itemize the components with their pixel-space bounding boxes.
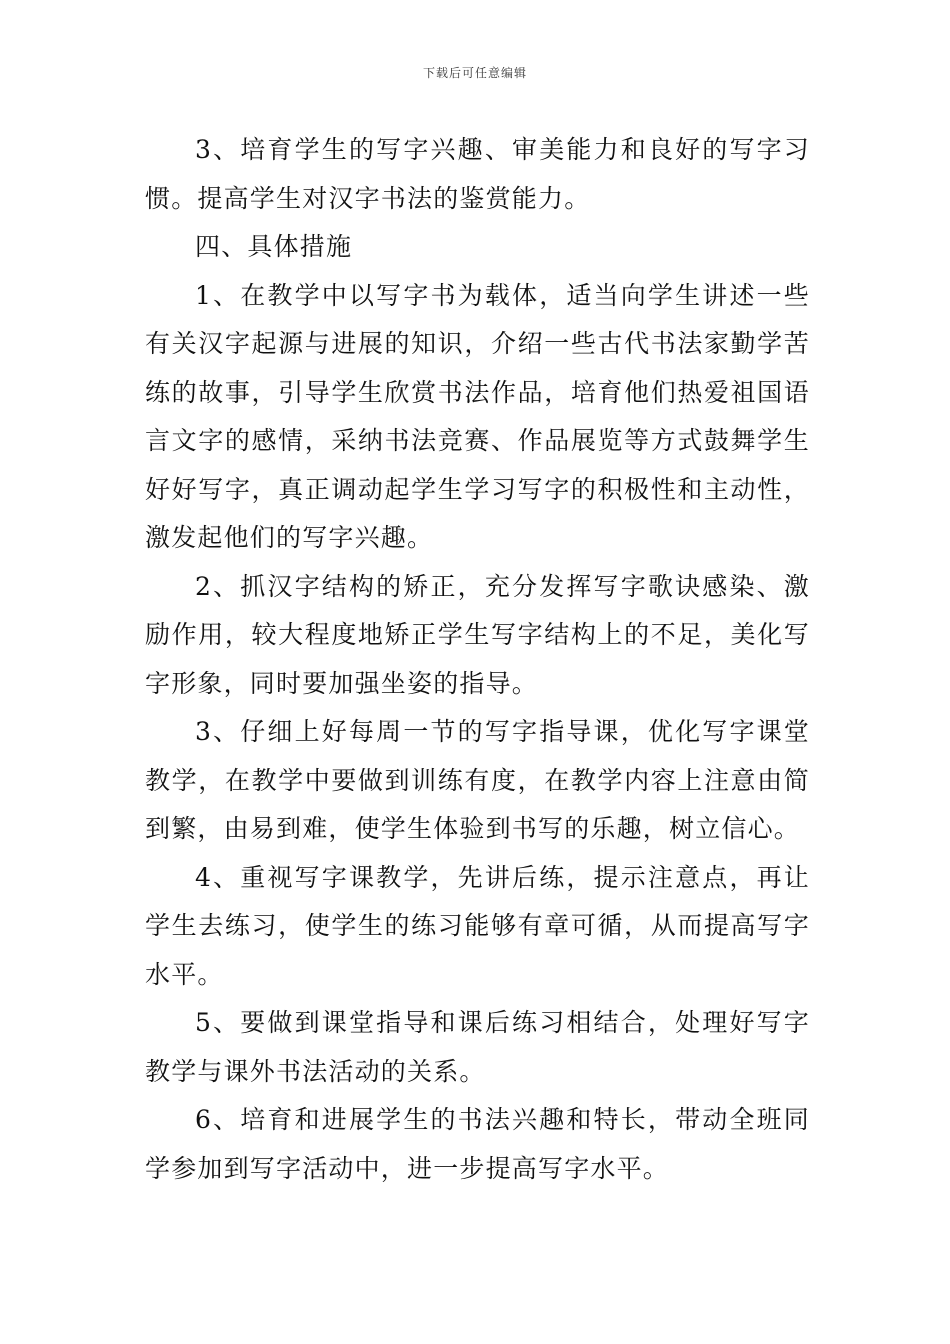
document-body [145, 126, 810, 1193]
paragraph-measure-5: 5、要做到课堂指导和课后练习相结合，处理好写字教学与课外书法活动的关系。 [145, 1008, 810, 1086]
paragraph-measure-1: 1、在教学中以写字书为载体，适当向学生讲述一些有关汉字起源与进展的知识，介绍一些古代书法家勤学苦练的故事，引导学生欣赏书法作品，培育他们热爱祖国语言文字的感情，采纳书法竞赛、作品展览等方式鼓舞学生好好写字，真正调动起学生学习写字的积极性和主动性，激发起他们的写字兴趣。 [145, 280, 810, 552]
paragraph-measure-3: 3、仔细上好每周一节的写字指导课，优化写字课堂教学，在教学中要做到训练有度，在教学内容上注意由简到繁，由易到难，使学生体验到书写的乐趣，树立信心。 [145, 717, 810, 843]
paragraph-measure-2: 2、抓汉字结构的矫正，充分发挥写字歌诀感染、激励作用，较大程度地矫正学生写字结构上的不足，美化写字形象，同时要加强坐姿的指导。 [145, 571, 810, 698]
paragraph-measure-6: 6、培育和进展学生的书法兴趣和特长，带动全班同学参加到写字活动中，进一步提高写字水平。 [145, 1105, 810, 1183]
header-note: 下载后可任意编辑 [422, 66, 527, 80]
section-heading-measures: 四、具体措施 [195, 232, 353, 261]
paragraph-goal-3: 3、培育学生的写字兴趣、审美能力和良好的写字习惯。提高学生对汉字书法的鉴赏能力。 [145, 135, 810, 213]
paragraph-measure-4: 4、重视写字课教学，先讲后练，提示注意点，再让学生去练习，使学生的练习能够有章可循，从而提高写字水平。 [145, 862, 810, 989]
